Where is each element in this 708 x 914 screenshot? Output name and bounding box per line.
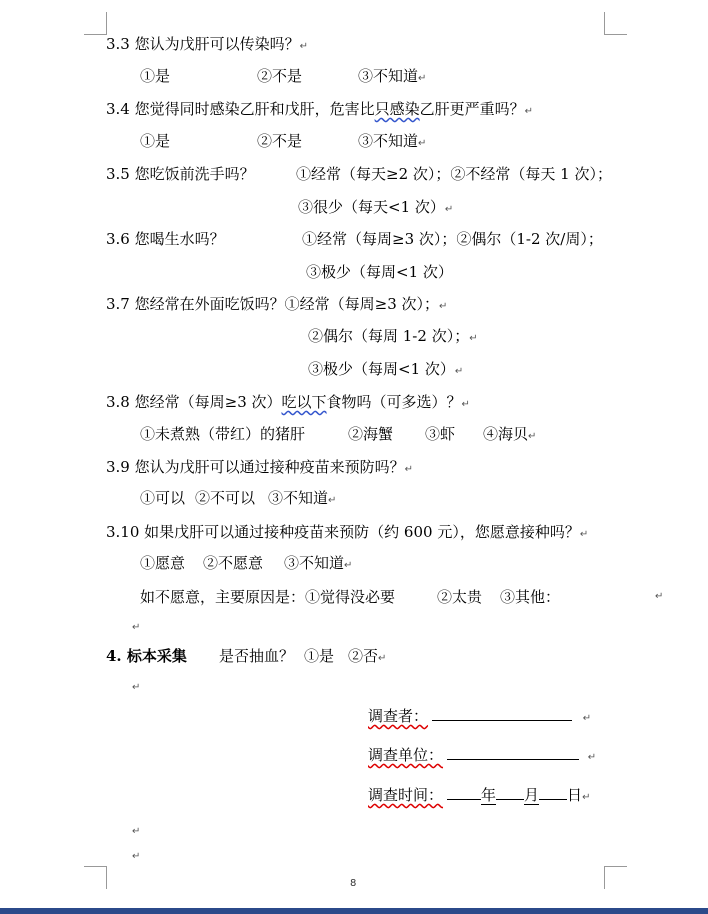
section-4 bbox=[106, 646, 387, 666]
option-3-wrap bbox=[358, 131, 426, 154]
crop-mark-top-left bbox=[84, 12, 107, 35]
option-3: ③极少（每周<1 次） bbox=[308, 360, 455, 378]
paragraph-mark: ↵ bbox=[461, 399, 470, 410]
paragraph-mark: ↵ bbox=[344, 560, 353, 571]
question-text: 3.7 您经常在外面吃饭吗？ bbox=[106, 295, 285, 313]
option-2-wrap bbox=[348, 646, 386, 669]
question-3-10-options bbox=[140, 553, 353, 573]
question-3-6-option-a bbox=[302, 229, 603, 249]
section-heading: 4. 标本采集 bbox=[106, 647, 187, 665]
reason-label: 如不愿意，主要原因是： bbox=[140, 588, 306, 606]
option-3: ③很少（每天<1 次） bbox=[298, 198, 445, 216]
month-field[interactable] bbox=[496, 784, 524, 800]
month-label: 月 bbox=[524, 786, 540, 804]
option-1: ①是 bbox=[140, 132, 171, 150]
option-1: ①经常（每周≥3 次）； bbox=[284, 295, 440, 313]
question-3-8-options bbox=[140, 424, 537, 444]
option-1-2: ①经常（每周≥3 次）；②偶尔（1-2 次/周）； bbox=[302, 230, 603, 248]
option-1: ①是 bbox=[140, 67, 171, 85]
question-text: 3.10 如果戊肝可以通过接种疫苗来预防（约 600 元），您愿意接种吗？ bbox=[106, 523, 580, 541]
paragraph-mark: ↵ bbox=[132, 826, 141, 837]
paragraph-mark: ↵ bbox=[444, 204, 454, 215]
crop-mark-top-right bbox=[604, 12, 627, 35]
option-3-wrap bbox=[358, 66, 426, 89]
question-3-7 bbox=[106, 294, 447, 317]
question-3-7-option-b bbox=[308, 326, 478, 349]
time-line bbox=[368, 784, 590, 808]
paragraph-mark: ↵ bbox=[418, 73, 427, 84]
paragraph-mark: ↵ bbox=[404, 464, 414, 475]
option-3: ③不知道 bbox=[268, 489, 329, 507]
question-text-marked: 只感染 bbox=[374, 100, 420, 118]
paragraph-mark: ↵ bbox=[439, 301, 448, 312]
time-label: 调查时间： bbox=[368, 786, 444, 804]
day-field[interactable] bbox=[539, 784, 567, 800]
question-text: 3.9 您认为戊肝可以通过接种疫苗来预防吗？ bbox=[106, 458, 405, 476]
paragraph-mark: ↵ bbox=[579, 529, 589, 540]
option-4: ④海贝 bbox=[483, 425, 529, 443]
paragraph-mark: ↵ bbox=[299, 41, 309, 52]
paragraph-mark: ↵ bbox=[582, 713, 592, 724]
crop-mark-bottom-left bbox=[84, 866, 107, 889]
paragraph-mark: ↵ bbox=[524, 106, 534, 117]
question-text: 3.5 您吃饭前洗手吗？ bbox=[106, 165, 255, 183]
paragraph-mark: ↵ bbox=[132, 682, 141, 693]
paragraph-mark: ↵ bbox=[587, 752, 597, 763]
question-text-post: 食物吗（可多选）？ bbox=[326, 393, 462, 411]
question-3-4 bbox=[106, 99, 533, 122]
question-3-5 bbox=[106, 164, 255, 184]
page-number: 8 bbox=[350, 878, 357, 889]
question-3-9 bbox=[106, 457, 413, 480]
option-1: ①愿意 bbox=[140, 554, 186, 572]
option-2: ②不愿意 bbox=[203, 554, 264, 572]
option-3-wrap bbox=[268, 488, 336, 511]
question-3-10-reason bbox=[140, 587, 561, 607]
option-3: ③不知道 bbox=[284, 554, 345, 572]
option-4-wrap bbox=[483, 424, 536, 447]
question-3-7-option-c bbox=[308, 359, 463, 382]
option-3: ③极少（每周<1 次） bbox=[306, 263, 453, 281]
option-2: ②偶尔（每周 1-2 次）； bbox=[308, 327, 470, 345]
option-1: ①可以 bbox=[140, 489, 186, 507]
paragraph-mark: ↵ bbox=[132, 851, 141, 862]
section-question: 是否抽血？ bbox=[219, 647, 295, 665]
year-field[interactable] bbox=[447, 784, 481, 800]
unit-label: 调查单位： bbox=[368, 746, 444, 764]
option-3: ③虾 bbox=[425, 425, 456, 443]
question-3-6 bbox=[106, 229, 225, 249]
window-bottom-bar bbox=[0, 908, 708, 914]
question-3-5-option-a bbox=[296, 164, 612, 184]
paragraph-mark: ↵ bbox=[418, 138, 427, 149]
paragraph-mark: ↵ bbox=[328, 495, 337, 506]
question-3-3 bbox=[106, 34, 308, 57]
investigator-field[interactable] bbox=[432, 705, 572, 721]
question-3-6-option-b bbox=[306, 262, 453, 282]
option-1: ①未煮熟（带红）的猪肝 bbox=[140, 425, 306, 443]
question-text-pre: 3.4 您觉得同时感染乙肝和戊肝，危害比 bbox=[106, 100, 375, 118]
option-2: ②不是 bbox=[257, 67, 303, 85]
option-3: ③不知道 bbox=[358, 132, 419, 150]
option-3-wrap bbox=[284, 553, 352, 576]
question-3-10 bbox=[106, 522, 588, 545]
question-text: 3.3 您认为戊肝可以传染吗？ bbox=[106, 35, 300, 53]
paragraph-mark: ↵ bbox=[454, 366, 464, 377]
question-text-post: 乙肝更严重吗？ bbox=[419, 100, 525, 118]
option-1: ①是 bbox=[304, 647, 335, 665]
paragraph-mark: ↵ bbox=[378, 653, 387, 664]
unit-line bbox=[368, 744, 596, 768]
reason-1: ①觉得没必要 bbox=[305, 588, 396, 606]
question-text-pre: 3.8 您经常（每周≥3 次） bbox=[106, 393, 282, 411]
unit-field[interactable] bbox=[447, 744, 579, 760]
option-2: ②海蟹 bbox=[348, 425, 394, 443]
investigator-label: 调查者： bbox=[368, 707, 429, 725]
reason-2: ②太贵 bbox=[437, 588, 483, 606]
option-2: ②否 bbox=[348, 647, 379, 665]
paragraph-mark: ↵ bbox=[582, 792, 591, 803]
year-label: 年 bbox=[481, 786, 497, 804]
option-2: ②不是 bbox=[257, 132, 303, 150]
paragraph-mark: ↵ bbox=[528, 431, 537, 442]
question-text-marked: 吃以下 bbox=[281, 393, 327, 411]
paragraph-mark: ↵ bbox=[469, 333, 478, 344]
question-3-4-options bbox=[140, 131, 427, 151]
paragraph-mark: ↵ bbox=[655, 591, 664, 602]
question-text: 3.6 您喝生水吗？ bbox=[106, 230, 225, 248]
question-3-3-options bbox=[140, 66, 427, 86]
crop-mark-bottom-right bbox=[604, 866, 627, 889]
reason-3: ③其他： bbox=[500, 588, 561, 606]
option-3: ③不知道 bbox=[358, 67, 419, 85]
option-1-2: ①经常（每天≥2 次）；②不经常（每天 1 次）； bbox=[296, 165, 612, 183]
day-label: 日 bbox=[567, 786, 583, 804]
question-3-5-option-b bbox=[298, 197, 453, 220]
question-3-9-options bbox=[140, 488, 337, 508]
investigator-line bbox=[368, 705, 591, 729]
question-3-8 bbox=[106, 392, 470, 415]
option-2: ②不可以 bbox=[195, 489, 256, 507]
paragraph-mark: ↵ bbox=[132, 622, 141, 633]
